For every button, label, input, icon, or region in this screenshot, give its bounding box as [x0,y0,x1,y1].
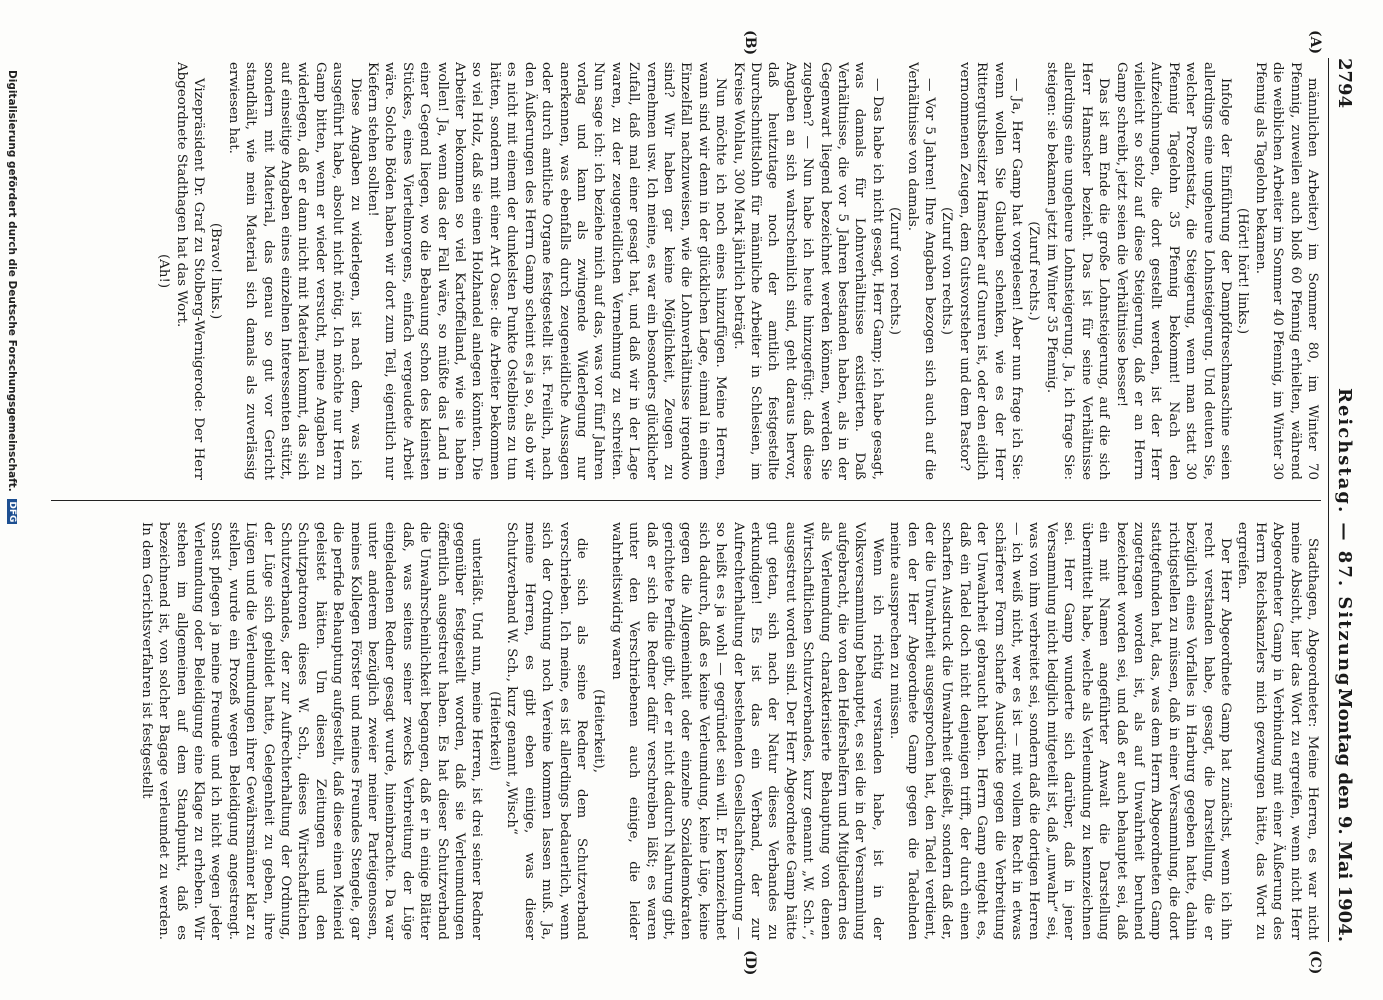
speaker-paragraph: Stadthagen, Abgeordneter: Meine Herren, es war nicht meine Absicht, hier das Wort zu ergreifen, wenn nicht Herr Abgeordneter Gamp in Verbindung mit einer Äußerung des Herrn Reichskanzlers mich gezwungen hätte, das Wort zu ergreifen. [1235,522,1320,940]
running-header [1328,58,1355,942]
paragraph: männlichen Arbeiter) im Sommer 80, im Winter 70 Pfennig, zuweilen auch bloß 60 Pfennig erhielten, während die weiblichen Arbeiter im Sommer 40 Pfennig, im Winter 30 Pfennig als Tagelohn bekamen. [1252,62,1320,480]
margin-mark-b: (B) [742,30,758,56]
margin-mark-d: (D) [742,950,758,976]
paragraph: Der Herr Abgeordnete Gamp hat zunächst, wenn ich ihn recht verstanden habe, gesagt, die Darstellung, die er bezüglich eines Vorfalles in Harburg gegeben hatte, dahin richtigstellen zu müssen, daß in einer Versammlung, die dort stattgefunden hat, das, was dem Herrn Abgeordneten Gamp zugetragen worden ist, als auf Unwahrheit beruhend bezeichnet worden sei, und daß er auch behauptet sei, daß ein mit Namen angeführter Anwalt die Darstellung übermittelt habe, welche als Verleumdung zu kennzeichnen sei. Herr Gamp wunderte sich darüber, daß in jener Versammlung nicht lediglich mitgeteilt ist, daß „unwahr“ sei, was von ihm verbreitet sei, sondern daß die dortigen Herren — ich weiß nicht, wer es ist — mit vollem Recht in etwas schärferer Form scharfe Ausdrücke gegen die Verbreitung der Unwahrheit gebraucht haben. Herrn Gamp entgeht es, daß ein Tadel doch nicht denjenigen trifft, der durch einen scharfen Ausdruck die Unwahrheit geißelt, sondern daß der, der die Unwahrheit ausgesprochen hat, den Tadel verdient, den der Herr Abgeordnete Gamp gegen die Tadelnden meinte aussprechen zu müssen. [887,522,1233,940]
page-number: 2794 [1334,58,1355,109]
interjection: (Bravo! links.) [208,222,224,320]
paragraph: die sich als seine Redner dem Schutzverband verschrieben. Ich meine, es ist allerdings bedauerlich, wenn sich der Ordnung noch Vereine kommen lassen muß. Ja, meine Herren, es gibt eben einige, was dieser Schutzverband W. Sch., kurz genannt „Wisch“ [504,522,589,940]
paragraph: — Das habe ich nicht gesagt, Herr Gamp; ich habe gesagt, was damals für Lohnverhältnisse existierten. Daß Verhältnisse, die vor 5 Jahren bestanden haben, als in der Gegenwart liegend bezeichnet werden können, werden Sie zugeben? — Nun habe ich heute hinzugefügt: daß diese Angaben an sich wahrscheinlich sind, geht daraus hervor, daß heutzutage noch der amtlich festgestellte Durchschnittslohn für männliche Arbeiter in Schlesien, im Kreise Wohlau, 300 Mark jährlich beträgt. [730,62,885,480]
left-column [51,62,1321,480]
credit-text: Digitalisierung gefördert durch die Deutsche Forschungsgemeinschaft. [6,70,18,492]
right-column [51,522,1321,940]
speaker-paragraph: Vizepräsident Dr. Graf zu Stolberg-Wernigerode: Der Herr Abgeordnete Stadthagen hat das Wort. [173,62,206,480]
digitization-credit [6,70,18,930]
paragraph: Infolge der Einführung der Dampfdreschmaschine seien allerdings eine ungeheure Lohnsteigerung. Und deuten Sie, welcher Prozentsatz, die Steigerung, wenn man statt 30 Pfennig Tagelohn 35 Pfennig bekommt! Nach den Aufzeichnungen, die dort gestellt werden, ist der Herr vielleicht so stolz auf diese Steigerung, daß er an Herrn Gamp schreibt, jetzt seien die Verhältnisse besser! [1113,62,1233,480]
paragraph: Diese Angaben zu widerlegen, ist nach dem, was ich ausgeführt habe, absolut nicht nötig. Ich möchte nur Herrn Gamp bitten, wenn er wieder versucht, meine Angaben zu widerlegen, daß er dann nicht mit Material kommt, das sich auf einseitige Angaben eines einzelnen Interessenten stützt, sondern mit Material, das genau so gut vor Gericht standhält, wie mein Material sich damals als zuverlässig erwiesen hat. [225,62,363,480]
header-title: Reichstag. — 87. Sitzung. [1334,388,1355,696]
header-date: Montag den 9. Mai 1904. [1334,688,1355,942]
interjection: (Zuruf rechts.) [1026,221,1042,321]
margin-mark-c: (C) [1307,950,1323,975]
dfg-logo: DFG [7,501,17,523]
paragraph: Nun möchte ich noch eines hinzufügen. Meine Herren, wann sind wir denn in der glücklichen Lage, einmal in einem Einzelfall nachzuweisen, wie die Lohnverhältnisse irgendwo sind? Wir haben gar keine Möglichkeit, Zeugen zu vernehmen usw. Ich meine, es war ein besonders glücklicher Zufall, daß mal einer gesagt hat, und daß wir in der Lage waren, zu der zeugeneidlichen Vernehmung zu schreiten. Nun sage ich: ich beziehe mich auf das, was vor fünf Jahren vorlag und kann als zwingende Widerlegung nur anerkennen, was ebenfalls durch zeugeneidliche Aussagen oder durch amtliche Organe festgestellt ist. Freilich, nach den Äußerungen des Herrn Gamp scheint es ja so, als ob wir es nicht mit einem der dunkelsten Punkte Ostelbiens zu tun hätten, sondern mit einer Art Oase: die Arbeiter bekommen so viel Holz, daß sie einen Holzhandel anlegen könnten. Die Arbeiter bekommen so viel Kartoffelland, wie sie haben wollen! Ja, wenn das der Fall wäre, so müßte das Land in einer Gegend liegen, wo die Bebauung schon des kleinsten Stückes, eines Viertelmorgens, einfach vergeudete Arbeit wäre. Solche Böden haben wir dort zum Teil, eigentlich nur Kiefern stehen sollten! [365,62,729,480]
paragraph: Wenn ich richtig verstanden habe, ist in der Volksversammlung behauptet, es sei die in der Versammlung aufgebracht, die von den Helfershelfern und Mitgliedern des als Verleumdung charakterisierte Behauptung von denen Wirtschaftlichen Schutzverbandes, kurz genannt „W. Sch.“, ausgestreut worden sind. Der Herr Abgeordnete Gamp hätte gut getan, sich nach der Natur dieses Verbandes zu erkundigen! Es ist das ein Verband, der zur Aufrechterhaltung der bestehenden Gesellschaftsordnung — so heißt es ja wohl — gegründet sein will. Er kennzeichnet sich dadurch, daß es keine Verleumdung, keine Lüge, keine gegen die Allgemeinheit oder einzelne Sozialdemokraten gerichtete Perfidie gibt, der er nicht dadurch Nahrung gibt, daß er sich die Redner dafür verschreiben läßt; es waren unter den Verschriebenen auch einige, die leider wahrheitswidrig waren [608,522,885,940]
interjection: (Zuruf von rechts.) [887,206,903,336]
paragraph: unterläßt. Und nun, meine Herren, ist drei seiner Redner gegenüber festgestellt worden, daß sie Verleumdungen öffentlich ausgestreut haben. Es hat dieser Schutzverband die Unwahrscheinlichkeit begangen, daß er in einige Blätter daß, was seitens seiner zwecks Verbreitung der Lüge eingeladenen Redner gesagt wurde, hineinbrachte. Da war unter anderem bezüglich zweier meiner Parteigenossen, meines Kollegen Förster und meines Freundes Stengele, gar die perfide Behauptung aufgestellt, daß diese einen Meineid geleistet hätten. Um diesen Zeitungen und den Schutzpatronen dieses W. Sch., dieses Wirtschaftlichen Schutzverbandes, der zur Aufrechterhaltung der Ordnung, der Lüge sich gebildet hatte, Gelegenheit zu geben, ihre Lügen und die Verleumdungen ihrer Gewährsmänner klar zu stellen, wurde ein Prozeß wegen Beleidigung angestrengt. Sonst pflegen ja meine Freunde und ich nicht wegen jeder Verleumdung oder Beleidigung eine Klage zu erheben. Wir stehen im allgemeinen auf dem Standpunkt, daß es bezeichnend ist, von solcher Bagage verleumdet zu werden. In dem Gerichtsverfahren ist festgestellt [138,522,485,940]
paragraph: — Ja, Herr Gamp hat vorgelesen! Aber nun frage ich Sie: wenn wollen Sie Glauben schenken, wie es der Herr Rittergutsbesitzer Hamscher auf Gnuren ist, oder den eidlich vernommenen Zeugen, dem Gutsvorsteher und dem Pastor? [956,62,1025,480]
paragraph: — Vor 5 Jahren! Ihre Angaben bezogen sich auch auf die Verhältnisse von damals. [904,62,938,480]
interjection: (Heiterkeit), [591,689,607,773]
margin-mark-a: (A) [1307,30,1323,55]
interjection: (Zuruf von rechts.) [939,206,955,336]
interjection: (Heiterkeit) [486,691,502,771]
interjection: (Hört! hört! links.) [1235,207,1251,335]
column-divider [51,500,1321,501]
paragraph: Das ist am Ende die große Lohnsteigerung, auf die sich Herr Hamscher bezieht. Das ist für seine Verhältnisse allerdings eine ungeheure Lohnsteigerung. Ja, ich frage Sie: steigen: sie bekamen jetzt im Winter 35 Pfennig. [1043,62,1112,480]
interjection: (Ah!) [156,253,172,289]
